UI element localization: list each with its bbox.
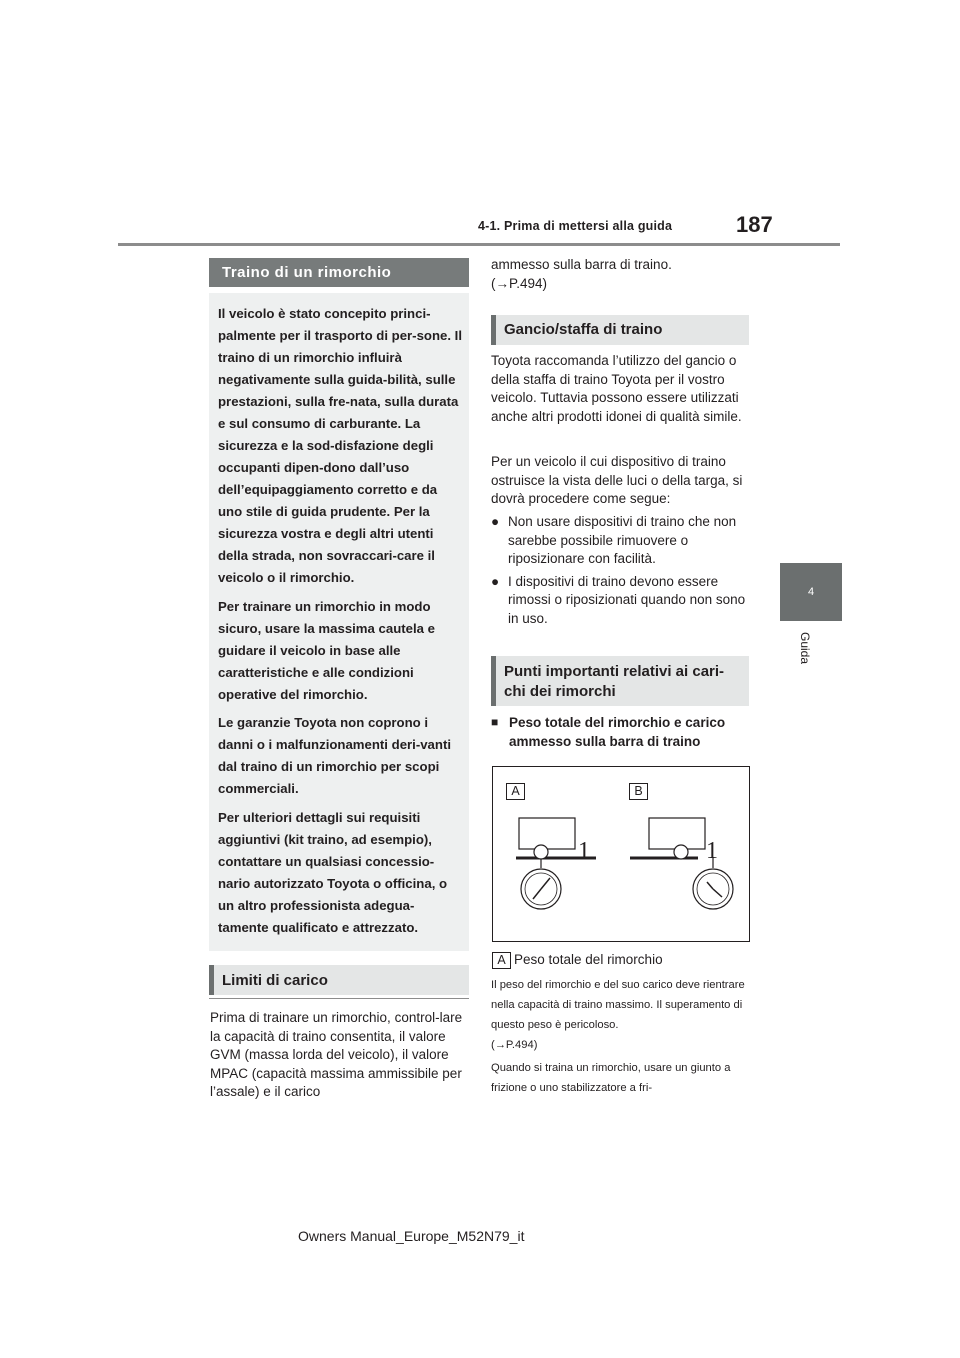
trailer-scale-diagram bbox=[493, 767, 749, 941]
hitch-paragraph-1: Toyota raccomanda l’utilizzo del gancio o della staffa di traino Toyota per il vostro veicolo. Tuttavia possono essere utilizzati anche altri prodotti idonei di qualità simile. bbox=[491, 353, 742, 424]
towing-note-paragraph: Per ulteriori dettagli sui requisiti aggiuntivi (kit traino, ad esempio), contattare un qualsiasi concessio-nario autorizzato Toyota o officina, o un altro professionista adegua-tamente qualificato e attrezzato. bbox=[218, 809, 448, 935]
svg-text:1: 1 bbox=[706, 838, 718, 864]
hitch-paragraph-2: Per un veicolo il cui dispositivo di traino ostruisce la vista delle luci o della targa, si dovrà procedere come segue: bbox=[491, 454, 743, 506]
load-points-subheading bbox=[491, 713, 749, 751]
towing-section bbox=[209, 258, 469, 951]
towing-note-paragraph: Le garanzie Toyota non coprono i danni o i malfunzionamenti deri-vanti dal traino di un rimorchio per scopi commerciali. bbox=[218, 715, 451, 796]
towing-note-paragraph: Il veicolo è stato concepito princi-palmente per il trasporto di per-sone. Il traino di un rimorchio influirà negativamente sulla guida-bilità, sulle prestazioni, sulla fre-nata, sulla durata e sul consumo di carburante. La sicurezza e la sod-disfazione degli occupanti dipen-dono dall’uso dell’equipaggiamento corretto e da uno stile di guida prudente. Per la sicurezza vostra e degli altri utenti della strada, non sovraccari-care il veicolo o il rimorchio. bbox=[218, 306, 463, 585]
list-item bbox=[491, 573, 749, 629]
header-rule bbox=[118, 243, 840, 246]
figure-label-b: B bbox=[629, 783, 648, 800]
load-points-heading: Punti importanti relativi ai cari-chi dei rimorchi bbox=[491, 656, 749, 706]
towing-heading: Traino di un rimorchio bbox=[209, 258, 469, 287]
hitch-bullet-list bbox=[491, 513, 749, 628]
trailer-weight-figure bbox=[492, 766, 750, 942]
figure-label-a: A bbox=[506, 783, 525, 800]
hitch-heading: Gancio/staffa di traino bbox=[491, 315, 749, 345]
bullet-text: I dispositivi di traino devono essere rimossi o riposizionati quando non sono in uso. bbox=[508, 573, 746, 626]
load-points-ref: (→P.494) bbox=[491, 1039, 538, 1051]
caption-text: Peso totale del rimorchio bbox=[514, 952, 663, 967]
page-number: 187 bbox=[736, 212, 773, 237]
load-points-subheading-text: Peso totale del rimorchio e carico ammesso sulla barra di traino bbox=[509, 715, 726, 749]
load-limits-continued bbox=[491, 256, 749, 293]
section-title: 4-1. Prima di mettersi alla guida bbox=[478, 219, 673, 233]
load-limits-continued-text: ammesso sulla barra di traino. bbox=[491, 257, 672, 272]
towing-note-paragraph: Per trainare un rimorchio in modo sicuro, usare la massima cautela e guidare il veicolo in base alle caratteristiche e alle condizioni operative del rimorchio. bbox=[218, 598, 435, 702]
chapter-tab-label: Guida bbox=[798, 632, 812, 665]
load-limits-text: Prima di trainare un rimorchio, control-lare la capacità di traino consentita, il valore GVM (massa lorda del veicolo), il valore MPAC (capacità massima ammissibile per l’assale) e il carico bbox=[210, 1010, 463, 1099]
bullet-icon: ● bbox=[491, 573, 500, 589]
towing-note-box bbox=[209, 293, 469, 951]
load-limits-ref: (→P.494) bbox=[491, 275, 548, 291]
load-points-note-1: Il peso del rimorchio e del suo carico deve rientrare nella capacità di traino massimo. Il superamento di questo peso è pericoloso. bbox=[491, 979, 745, 1031]
bullet-text: Non usare dispositivi di traino che non sarebbe possibile rimuovere o riposizionare con facilità. bbox=[508, 514, 737, 566]
footer-text: Owners Manual_Europe_M52N79_it bbox=[298, 1228, 525, 1244]
load-limits-heading: Limiti di carico bbox=[209, 965, 469, 995]
list-item bbox=[491, 513, 749, 569]
load-limits-rule bbox=[209, 998, 469, 999]
bullet-icon: ● bbox=[491, 514, 500, 529]
caption-label-a: A bbox=[492, 952, 511, 969]
load-points-note-2: Quando si traina un rimorchio, usare un giunto a frizione o uno stabilizzatore a fri- bbox=[491, 1062, 731, 1094]
svg-text:1: 1 bbox=[578, 838, 590, 864]
square-bullet-icon: ■ bbox=[491, 715, 499, 729]
chapter-tab: 4 bbox=[780, 563, 842, 621]
